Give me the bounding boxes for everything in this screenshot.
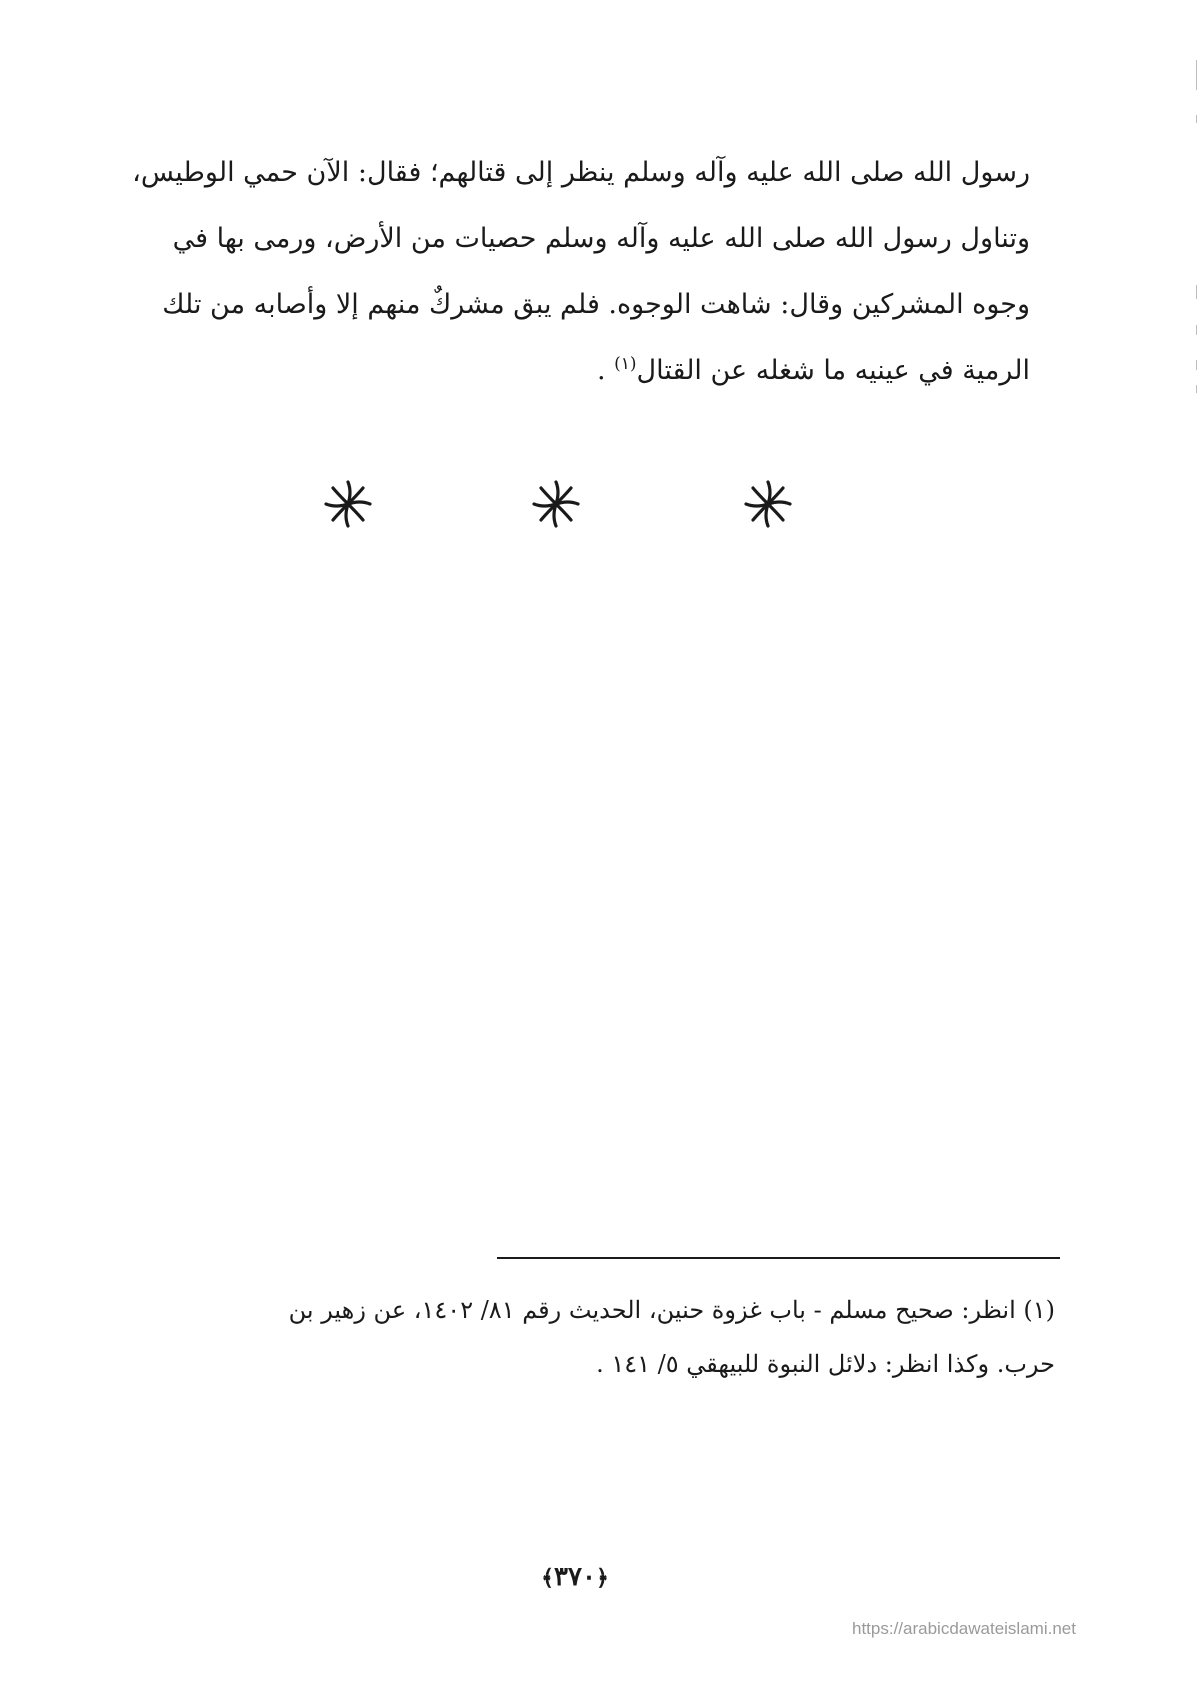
- footnotes: [70, 1283, 1055, 1391]
- main-text: [90, 140, 1030, 404]
- edge-tick: [1196, 325, 1197, 335]
- text-line-3: وجوه المشركين وقال: شاهت الوجوه. فلم يبق مشركٌ منهم إلا وأصابه من تلك: [162, 289, 1030, 320]
- page-number-close-brace: ﴾: [541, 1565, 555, 1591]
- asterisk-flower-icon: [742, 478, 794, 530]
- section-divider: [0, 478, 1200, 548]
- text-line-4-content: الرمية في عينيه ما شغله عن القتال: [636, 355, 1030, 386]
- page-number-value: ٣٧٠: [554, 1562, 596, 1592]
- page-number-open-brace: ﴿: [595, 1565, 609, 1591]
- edge-tick: [1196, 385, 1197, 393]
- page-number: [520, 1562, 630, 1602]
- edge-tick: [1196, 285, 1197, 299]
- edge-tick: [1196, 360, 1197, 370]
- asterisk-flower-icon: [530, 478, 582, 530]
- asterisk-flower-icon: [322, 478, 374, 530]
- watermark-url: https://arabicdawateislami.net: [852, 1619, 1076, 1638]
- footnote-separator: [497, 1257, 1060, 1259]
- footnote-line-2: حرب. وكذا انظر: دلائل النبوة للبيهقي ٥/ ١٤١ .: [596, 1350, 1055, 1378]
- edge-tick: [1196, 60, 1197, 90]
- footnote-line-1: (١) انظر: صحيح مسلم - باب غزوة حنين، الحديث رقم ٨١/ ١٤٠٢، عن زهير بن: [288, 1296, 1055, 1324]
- edge-tick: [1196, 115, 1197, 123]
- scan-edge-marks: [1190, 60, 1200, 400]
- footnote-ref-marker: (١): [614, 354, 637, 374]
- text-line-2: وتناول رسول الله صلى الله عليه وآله وسلم حصيات من الأرض، ورمى بها في: [172, 223, 1030, 254]
- text-line-4: [90, 338, 1030, 404]
- closing-period: .: [596, 355, 606, 386]
- text-line-1: رسول الله صلى الله عليه وآله وسلم ينظر إلى قتالهم؛ فقال: الآن حمي الوطيس،: [132, 157, 1030, 188]
